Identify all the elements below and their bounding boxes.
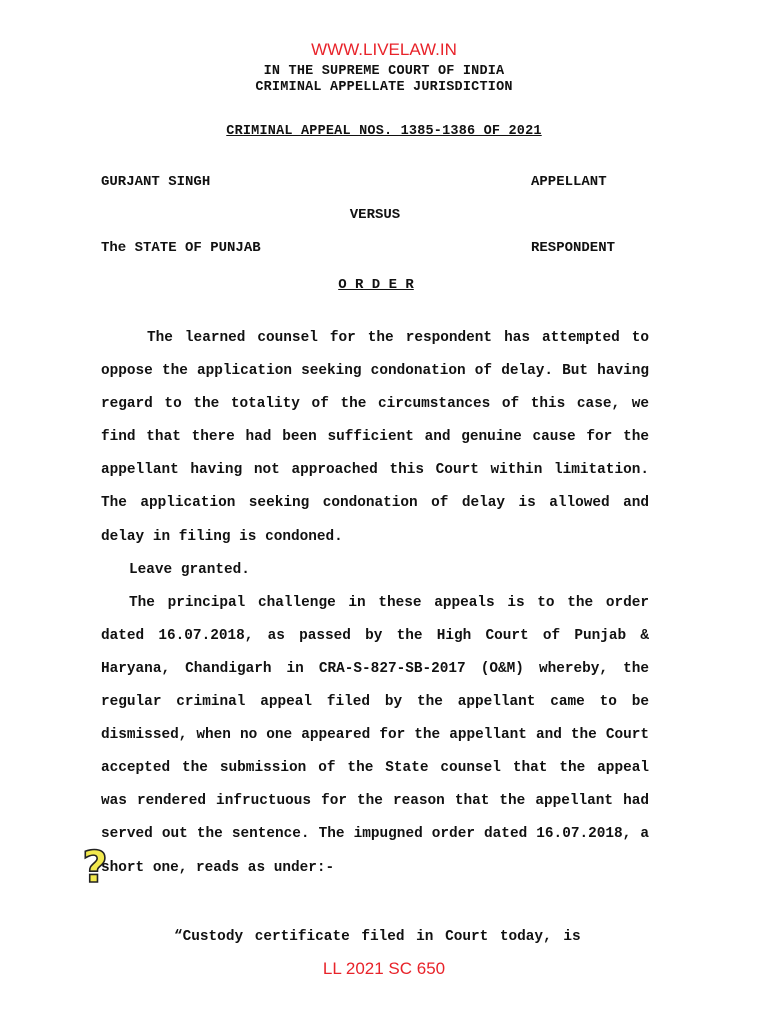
respondent-role: RESPONDENT	[531, 240, 616, 256]
jurisdiction-title: CRIMINAL APPELLATE JURISDICTION	[255, 80, 513, 95]
paragraph-condonation: The learned counsel for the respondent has attempted to oppose the application seeking condonation of delay. But having regard to the totality of the circumstances of this case, we find that there had been sufficient and genuine cause for the appellant having not approached this Court within limitation. The application seeking condonation of delay is allowed and delay in filing is condoned.	[101, 330, 649, 545]
case-number: CRIMINAL APPEAL NOS. 1385-1386 OF 2021	[226, 124, 542, 139]
order-heading: O R D E R	[338, 277, 414, 293]
help-question-icon[interactable]	[78, 842, 112, 888]
respondent-name: The STATE OF PUNJAB	[101, 240, 261, 256]
citation-footer: LL 2021 SC 650	[322, 959, 446, 978]
paragraph-leave-granted: Leave granted.	[129, 561, 250, 578]
versus-label: VERSUS	[349, 207, 401, 223]
court-name: IN THE SUPREME COURT OF INDIA	[263, 64, 505, 79]
svg-text:?: ?	[82, 842, 108, 888]
order-body	[101, 322, 649, 885]
livelaw-watermark: WWW.LIVELAW.IN	[311, 40, 457, 59]
appellant-name: GURJANT SINGH	[101, 174, 211, 190]
paragraph-principal-challenge: The principal challenge in these appeals is to the order dated 16.07.2018, as passed by the High Court of Punjab & Haryana, Chandigarh in CRA-S-827-SB-2017 (O&M) whereby, the regular criminal appeal filed by the appellant came to be dismissed, when no one appeared for the appellant and the Court accepted the submission of the State counsel that the appeal was rendered infructuous for the reason that the appellant had served out the sentence. The impugned order dated 16.07.2018, a short one, reads as under:-	[101, 594, 649, 876]
appellant-role: APPELLANT	[531, 174, 607, 190]
quoted-order-line: “Custody certificate filed in Court today, is	[174, 929, 581, 945]
